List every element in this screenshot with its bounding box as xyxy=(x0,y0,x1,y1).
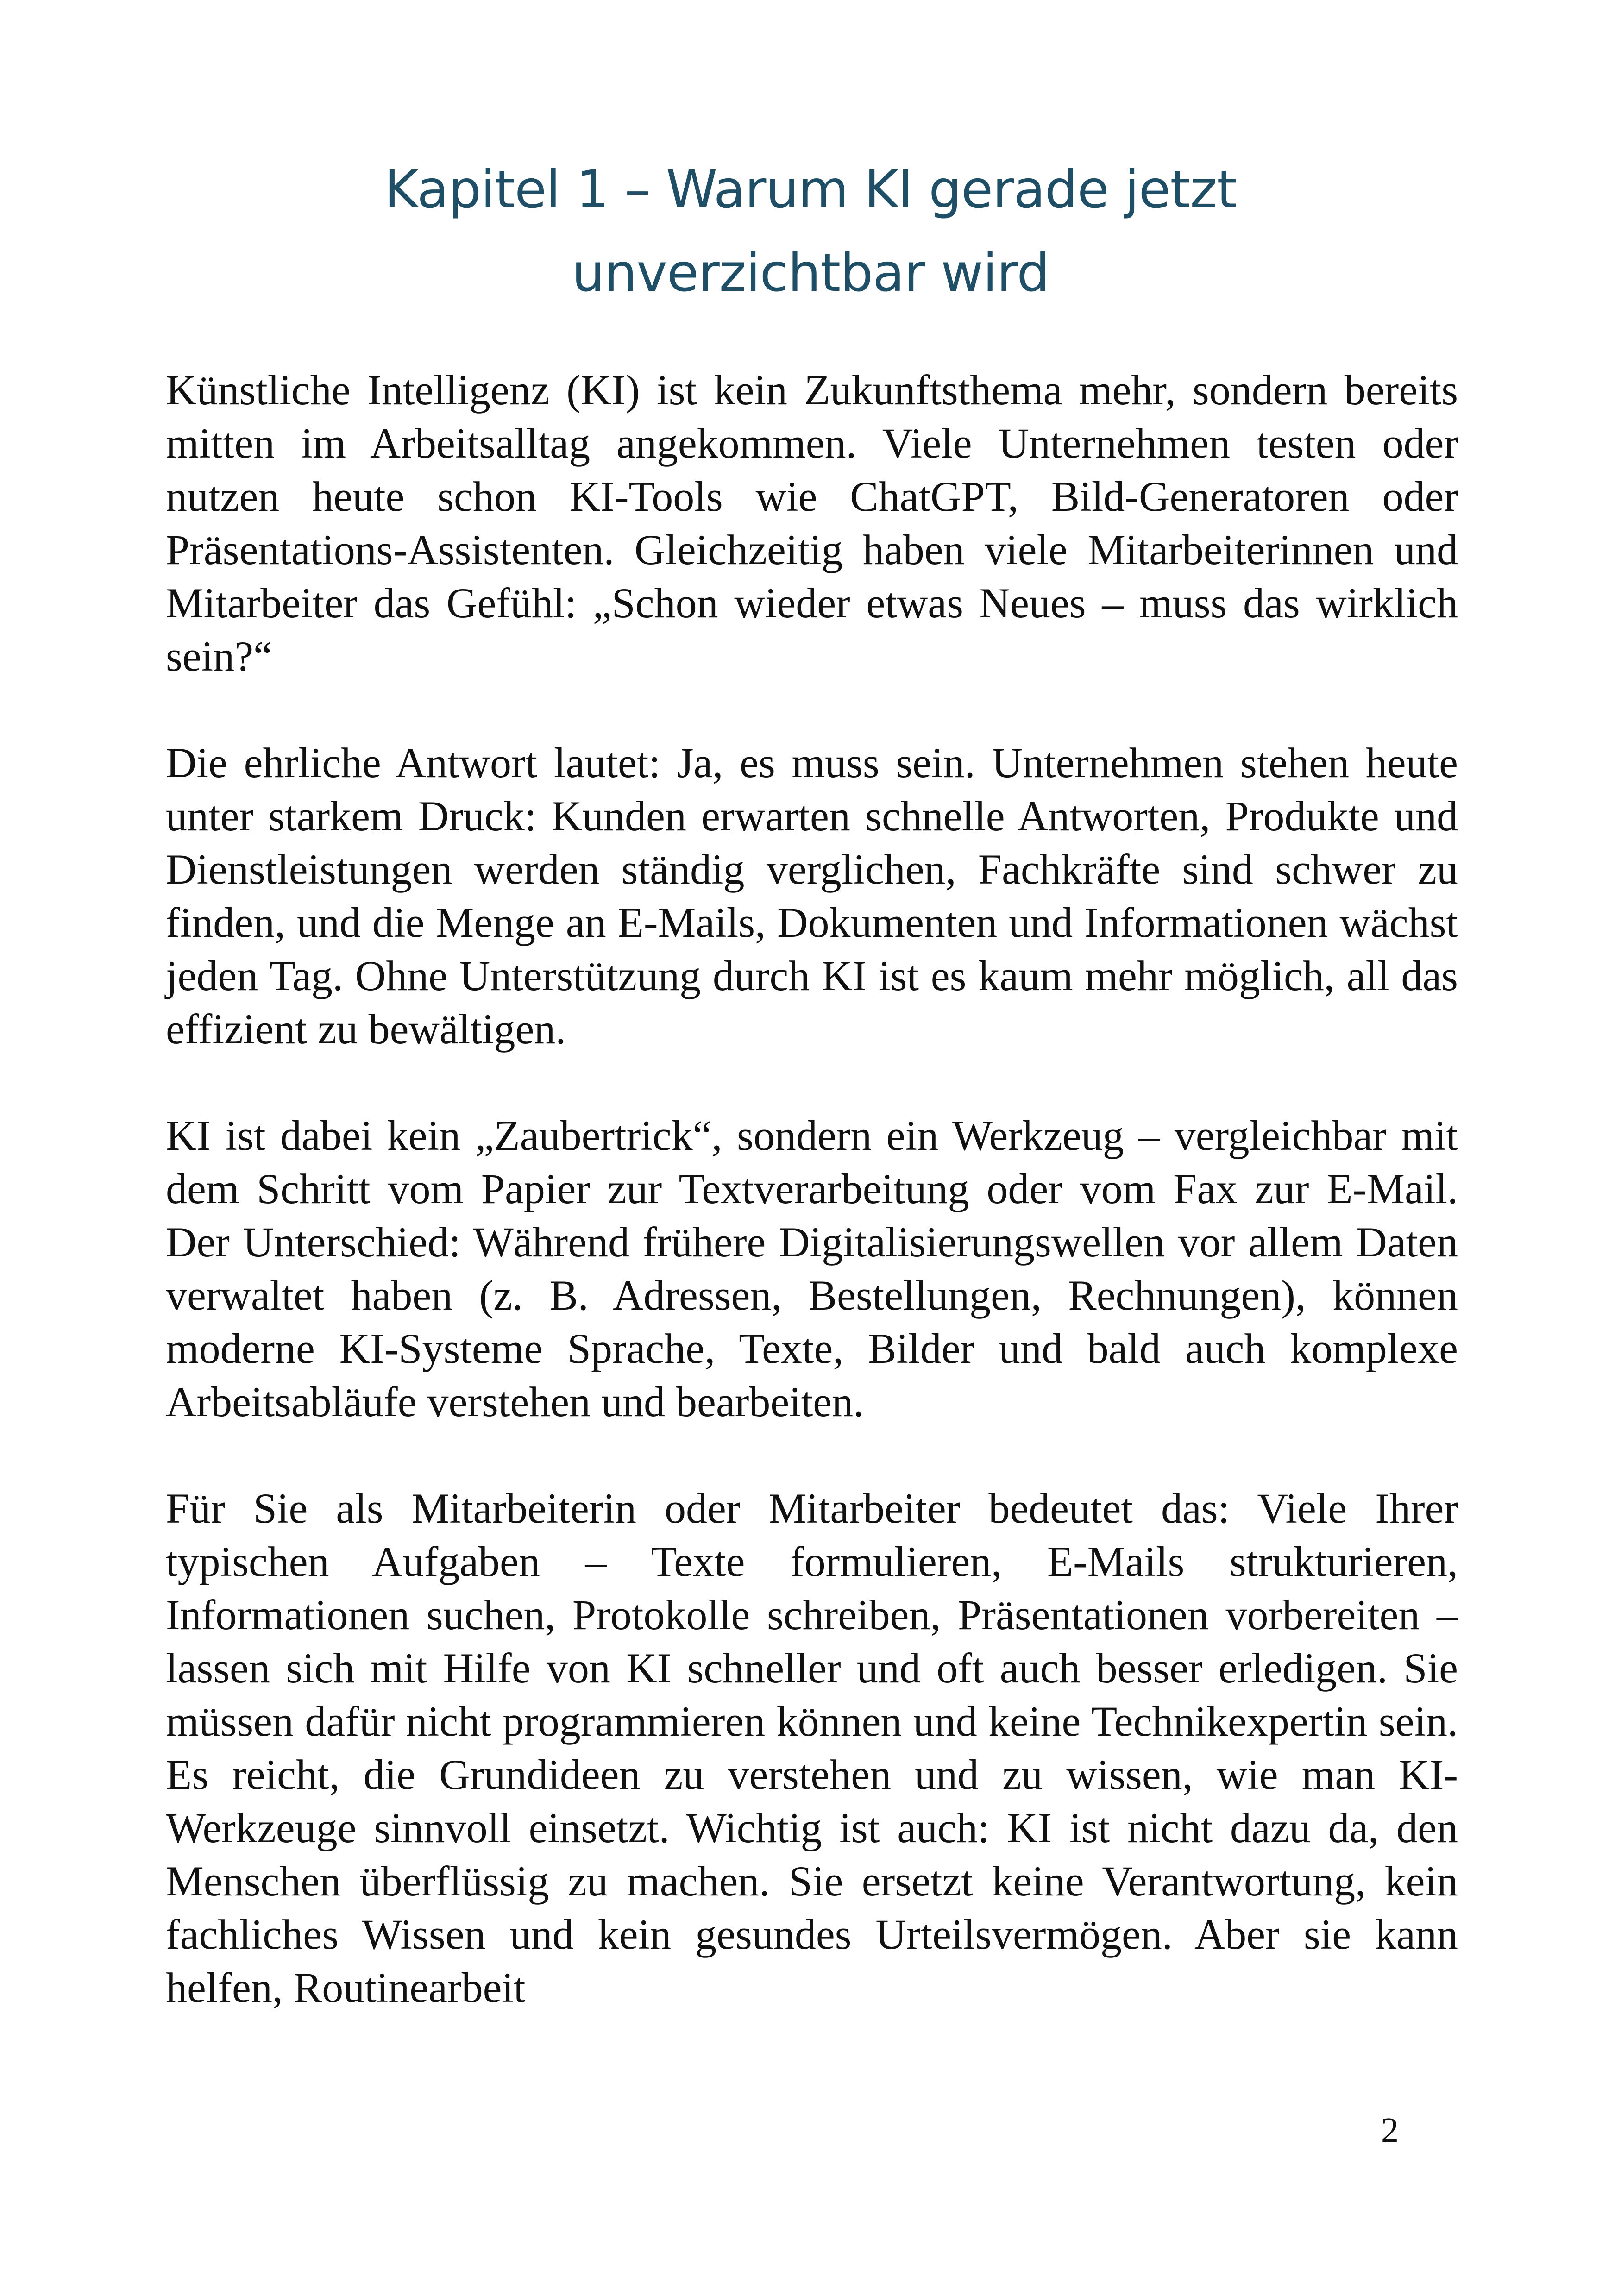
paragraph-4: Für Sie als Mitarbeiterin oder Mitarbeiter bedeutet das: Viele Ihrer typischen Aufgaben – Texte formulieren, E-Mails strukturieren, Informationen suchen, Protokolle schreiben, Präsentationen vorbereiten – lassen sich mit Hilfe von KI schneller und oft auch besser erledigen. Sie müssen dafür nicht programmieren können und keine Technikexpertin sein. Es reicht, die Grundideen zu verstehen und zu wissen, wie man KI-Werkzeuge sinnvoll einsetzt. Wichtig ist auch: KI ist nicht dazu da, den Menschen überflüssig zu machen. Sie ersetzt keine Verantwortung, kein fachliches Wissen und kein gesundes Urteilsvermögen. Aber sie kann helfen, Routinearbeit xyxy=(166,1485,1458,2011)
chapter-title-line-1: Kapitel 1 – Warum KI gerade jetzt xyxy=(384,160,1237,220)
chapter-title-line-2: unverzichtbar wird xyxy=(572,243,1049,303)
page-number: 2 xyxy=(1381,2111,1399,2150)
body-text xyxy=(166,364,1458,2068)
paragraph-3: KI ist dabei kein „Zaubertrick“, sondern ein Werkzeug – vergleichbar mit dem Schritt vom Papier zur Textverarbeitung oder vom Fax zur E-Mail. Der Unterschied: Während frühere Digitalisierungswellen vor allem Daten verwaltet haben (z. B. Adressen, Bestellungen, Rechnungen), können moderne KI-Systeme Sprache, Texte, Bilder und bald auch komplexe Arbeitsabläufe verstehen und bearbeiten. xyxy=(166,1112,1458,1425)
chapter-title xyxy=(167,148,1454,315)
paragraph-2: Die ehrliche Antwort lautet: Ja, es muss sein. Unternehmen stehen heute unter starkem Druck: Kunden erwarten schnelle Antworten, Produkte und Dienstleistungen werden ständig verglichen, Fachkräfte sind schwer zu finden, und die Menge an E-Mails, Dokumenten und Informationen wächst jeden Tag. Ohne Unterstützung durch KI ist es kaum mehr möglich, all das effizient zu bewältigen. xyxy=(166,739,1458,1053)
paragraph-1: Künstliche Intelligenz (KI) ist kein Zukunftsthema mehr, sondern bereits mitten im Arbeitsalltag angekommen. Viele Unternehmen testen oder nutzen heute schon KI-Tools wie ChatGPT, Bild-Generatoren oder Präsentations-Assistenten. Gleichzeitig haben viele Mitarbeiterinnen und Mitarbeiter das Gefühl: „Schon wieder etwas Neues – muss das wirklich sein?“ xyxy=(166,366,1458,680)
